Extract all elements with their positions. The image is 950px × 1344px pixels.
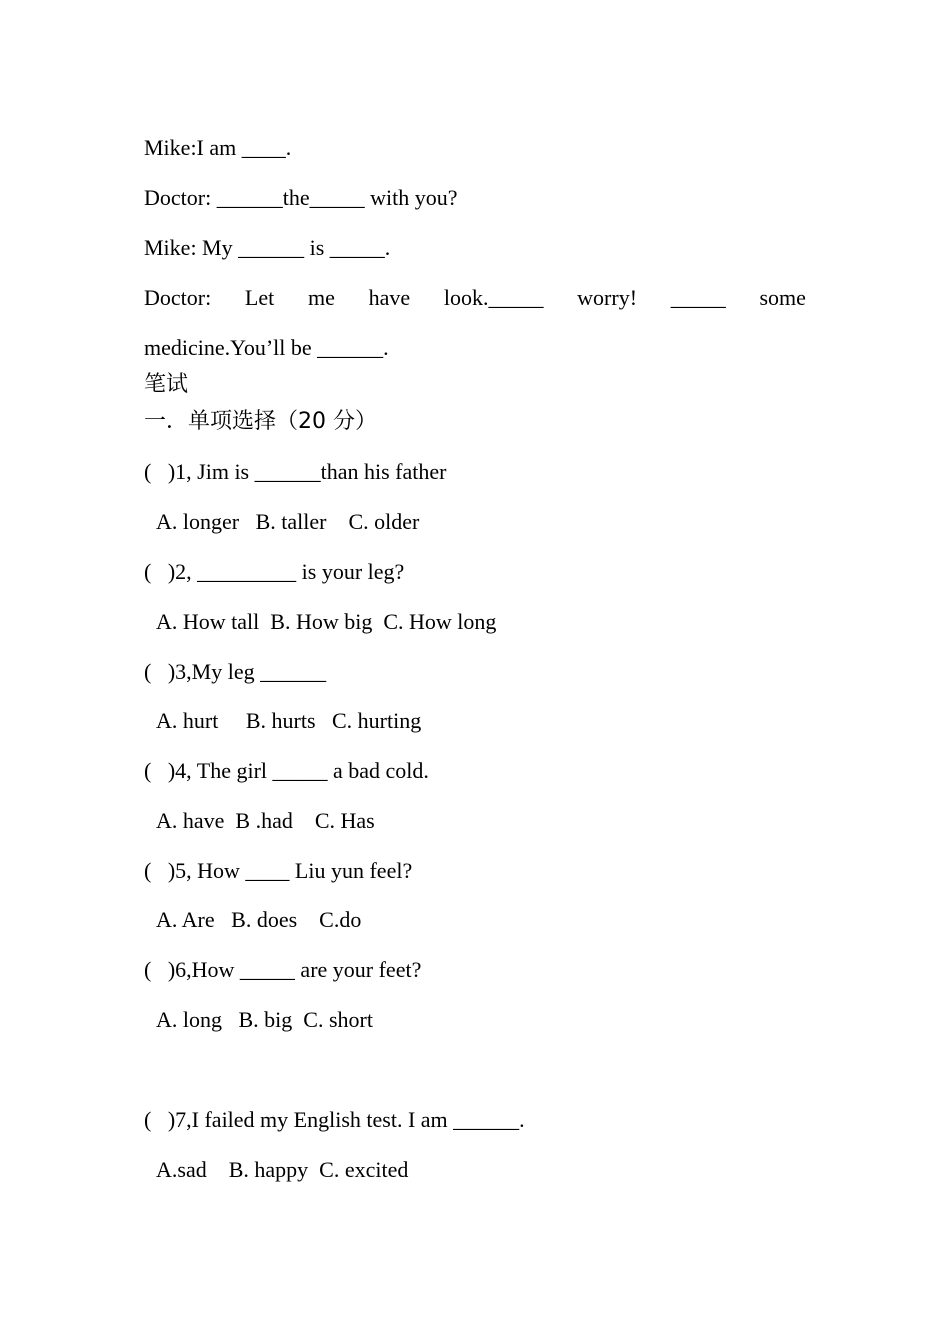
question-stem: ( )2, _________ is your leg? <box>144 559 405 584</box>
question-stem: ( )1, Jim is ______than his father <box>144 459 447 484</box>
question-options: A. How tall B. How big C. How long <box>156 609 497 634</box>
dialogue-word: Doctor: <box>144 285 212 310</box>
dialogue-word: some <box>759 285 806 310</box>
question-stem: ( )7,I failed my English test. I am ______. <box>144 1107 525 1132</box>
dialogue-line-2: Doctor: ______the_____ with you? <box>144 185 458 210</box>
question-options: A. have B .had C. Has <box>156 808 375 833</box>
question-options: A. longer B. taller C. older <box>156 509 420 534</box>
question-options: A.sad B. happy C. excited <box>156 1157 409 1182</box>
dialogue-word: _____ <box>670 285 726 310</box>
dialogue-word: look._____ <box>443 285 544 310</box>
question-options: A. long B. big C. short <box>156 1007 373 1032</box>
part1-heading: 一．单项选择（20 分） <box>144 409 377 434</box>
dialogue-word: worry! <box>577 285 638 310</box>
question-stem: ( )5, How ____ Liu yun feel? <box>144 858 413 883</box>
dialogue-line-3: Mike: My ______ is _____. <box>144 235 391 260</box>
section-title: 笔试 <box>144 372 189 397</box>
dialogue-line-5: medicine.You’ll be ______. <box>144 335 389 360</box>
dialogue-line-1: Mike:I am ____. <box>144 135 292 160</box>
question-options: A. Are B. does C.do <box>156 907 362 932</box>
dialogue-word: Let <box>244 285 275 310</box>
dialogue-word: me <box>307 285 335 310</box>
question-stem: ( )3,My leg ______ <box>144 659 327 684</box>
question-stem: ( )4, The girl _____ a bad cold. <box>144 758 429 783</box>
question-options: A. hurt B. hurts C. hurting <box>156 708 422 733</box>
dialogue-word: have <box>368 285 411 310</box>
question-stem: ( )6,How _____ are your feet? <box>144 957 422 982</box>
dialogue-line-4 <box>144 284 806 312</box>
